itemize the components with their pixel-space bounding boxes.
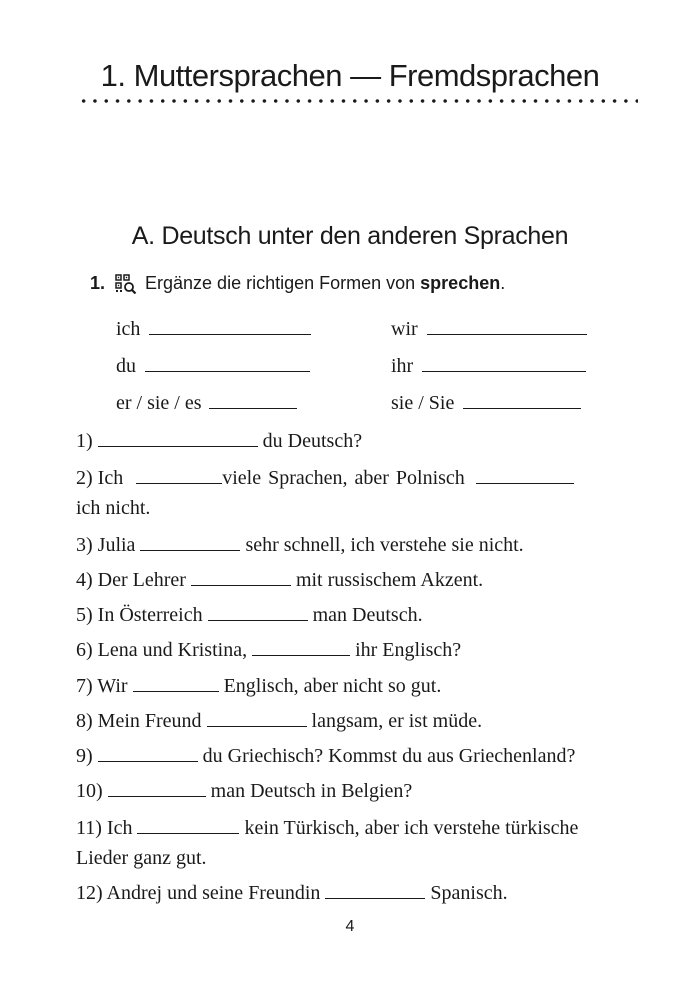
dotted-divider bbox=[78, 98, 638, 104]
answer-blank[interactable] bbox=[252, 654, 350, 656]
answer-blank[interactable] bbox=[108, 795, 206, 797]
conj-row-sie-Sie: sie / Sie bbox=[391, 392, 581, 415]
sentence-7: 7) Wir Englisch, aber nicht so gut. bbox=[76, 675, 442, 697]
task-number: 1. bbox=[90, 273, 106, 293]
answer-blank[interactable] bbox=[476, 482, 574, 484]
sentence-5: 5) In Österreich man Deutsch. bbox=[76, 604, 423, 626]
answer-blank[interactable] bbox=[133, 690, 219, 692]
sentence-9: 9) du Griechisch? Kommst du aus Griechenland? bbox=[76, 745, 576, 767]
task-text: Ergänze die richtigen Formen von sprechen. bbox=[145, 273, 506, 293]
sentence-4: 4) Der Lehrer mit russischem Akzent. bbox=[76, 569, 484, 591]
answer-blank[interactable] bbox=[191, 584, 291, 586]
task-instruction bbox=[90, 273, 505, 294]
answer-blank[interactable] bbox=[137, 832, 239, 834]
answer-blank[interactable] bbox=[140, 549, 240, 551]
answer-blank[interactable] bbox=[422, 370, 586, 372]
sentence-11-continued: Lieder ganz gut. bbox=[76, 847, 207, 869]
sentence-12: 12) Andrej und seine Freundin Spanisch. bbox=[76, 882, 508, 904]
answer-blank[interactable] bbox=[145, 370, 310, 372]
sentence-2-continued: ich nicht. bbox=[76, 497, 151, 519]
conj-row-wir: wir bbox=[391, 318, 587, 341]
answer-blank[interactable] bbox=[136, 482, 222, 484]
answer-blank[interactable] bbox=[98, 445, 258, 447]
conj-row-ihr: ihr bbox=[391, 355, 586, 378]
sentence-11: 11) Ich kein Türkisch, aber ich verstehe türkische bbox=[76, 817, 579, 839]
chapter-title: 1. Muttersprachen — Fremdsprachen bbox=[100, 58, 600, 93]
sentence-6: 6) Lena und Kristina, ihr Englisch? bbox=[76, 639, 462, 661]
section-title: A. Deutsch unter den anderen Sprachen bbox=[131, 222, 569, 250]
answer-blank[interactable] bbox=[98, 760, 198, 762]
sentence-3: 3) Julia sehr schnell, ich verstehe sie nicht. bbox=[76, 534, 524, 556]
conj-row-du: du bbox=[116, 355, 310, 378]
answer-blank[interactable] bbox=[427, 333, 587, 335]
answer-blank[interactable] bbox=[209, 407, 297, 409]
sentence-8: 8) Mein Freund langsam, er ist müde. bbox=[76, 710, 483, 732]
conj-row-er-sie-es: er / sie / es bbox=[116, 392, 297, 415]
conj-row-ich: ich bbox=[116, 318, 311, 341]
answer-blank[interactable] bbox=[463, 407, 581, 409]
sentence-2: 2) Ich viele Sprachen, aber Polnisch bbox=[76, 467, 574, 490]
answer-blank[interactable] bbox=[149, 333, 311, 335]
answer-blank[interactable] bbox=[208, 619, 308, 621]
answer-blank[interactable] bbox=[207, 725, 307, 727]
qr-search-icon bbox=[115, 274, 137, 294]
page-number: 4 bbox=[345, 918, 355, 935]
task-keyword: sprechen bbox=[420, 273, 501, 293]
sentence-10: 10) man Deutsch in Belgien? bbox=[76, 780, 413, 802]
sentence-1: 1) du Deutsch? bbox=[76, 430, 363, 452]
answer-blank[interactable] bbox=[325, 897, 425, 899]
